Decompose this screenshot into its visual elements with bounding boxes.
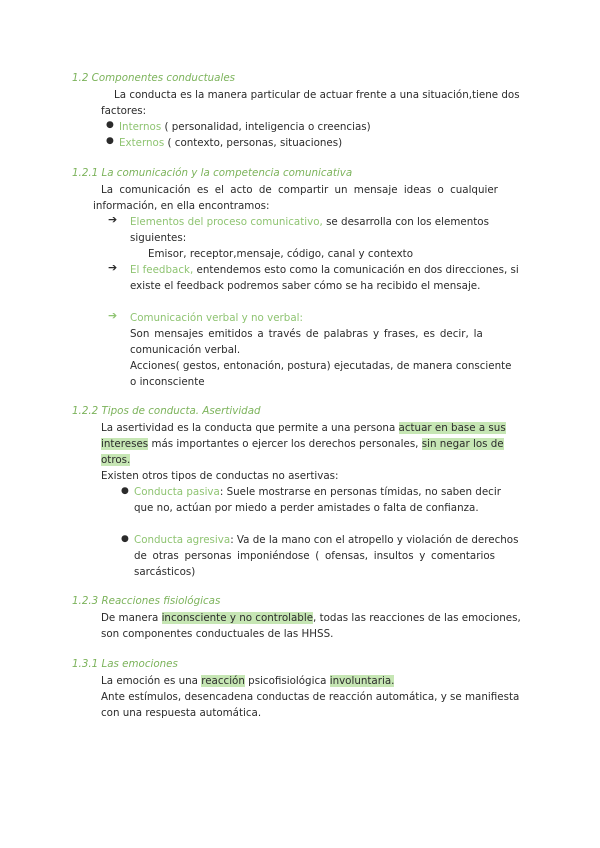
- list-item-text: se desarrolla con los elementos: [322, 216, 489, 228]
- section-heading-reacciones: 1.2.3 Reacciones fisiológicas: [72, 595, 221, 607]
- list-item-text: entendemos esto como la comunicación en dos direcciones, si: [193, 264, 519, 276]
- list-item-text: de otras personas imponiéndose ( ofensas, insultos y comentarios: [134, 550, 495, 562]
- arrow-right-icon: ➔: [108, 213, 118, 226]
- section-heading-componentes: 1.2 Componentes conductuales: [72, 72, 236, 84]
- paragraph-line: La conducta es la manera particular de actuar frente a una situación,tiene dos: [114, 89, 520, 101]
- section-heading-asertividad: 1.2.2 Tipos de conducta. Asertividad: [72, 405, 261, 417]
- list-item-line: que no, actúan por miedo a perder amistades o falta de confianza.: [134, 502, 479, 514]
- list-item-text: : Va de la mano con el atropello y violación de derechos: [230, 534, 519, 546]
- paragraph-line: son componentes conductuales de las HHSS.: [101, 628, 334, 640]
- list-item: [119, 120, 371, 136]
- bullet-icon: ●: [106, 120, 114, 130]
- highlighted-text: otros.: [101, 454, 131, 466]
- list-item: [130, 263, 519, 279]
- term-externos: Externos: [119, 137, 165, 149]
- list-item-text: ( personalidad, inteligencia o creencias): [161, 121, 371, 133]
- term-conducta-pasiva: Conducta pasiva: [134, 486, 220, 498]
- list-item-line: [130, 327, 483, 343]
- highlighted-text: inconsciente y no controlable: [161, 612, 314, 624]
- bullet-icon: ●: [121, 486, 129, 496]
- list-item: [130, 215, 489, 231]
- section-heading-comunicacion: 1.2.1 La comunicación y la competencia comunicativa: [72, 167, 353, 179]
- paragraph-line: [101, 421, 506, 437]
- bullet-icon: ●: [106, 136, 114, 146]
- list-item-line: siguientes:: [130, 232, 187, 244]
- highlighted-text: actuar en base a sus: [398, 422, 506, 434]
- list-item-text: ( contexto, personas, situaciones): [164, 137, 343, 149]
- paragraph-text: La emoción es una: [101, 675, 202, 687]
- paragraph-text: psicofisiológica: [244, 675, 330, 687]
- list-item-text: Son mensajes emitidos a través de palabras y frases, es decir, la: [130, 328, 483, 340]
- list-item-line: existe el feedback podremos saber cómo se ha recibido el mensaje.: [130, 280, 481, 292]
- term-conducta-agresiva: Conducta agresiva: [134, 534, 231, 546]
- paragraph-line: [101, 437, 504, 453]
- list-item: [134, 533, 518, 549]
- term-elementos: Elementos del proceso comunicativo,: [130, 216, 323, 228]
- highlighted-text: involuntaria.: [329, 675, 395, 687]
- list-item: [134, 485, 501, 501]
- list-item-line: Emisor, receptor,mensaje, código, canal y contexto: [148, 248, 414, 260]
- list-item-line: sarcásticos): [134, 566, 196, 578]
- highlighted-text: sin negar los de: [421, 438, 504, 450]
- list-item-line: Acciones( gestos, entonación, postura) ejecutadas, de manera consciente: [130, 360, 512, 372]
- arrow-right-icon: ➔: [108, 309, 118, 322]
- list-item-text: : Suele mostrarse en personas tímidas, no saben decir: [219, 486, 501, 498]
- list-item-line: o inconsciente: [130, 376, 205, 388]
- term-feedback: El feedback,: [130, 264, 194, 276]
- paragraph-line: Ante estímulos, desencadena conductas de reacción automática, y se manifiesta: [101, 691, 520, 703]
- arrow-right-icon: ➔: [108, 261, 118, 274]
- paragraph-line: información, en ella encontramos:: [93, 200, 270, 212]
- highlighted-text: intereses: [101, 438, 149, 450]
- section-heading-emociones: 1.3.1 Las emociones: [72, 658, 178, 670]
- list-item: [119, 136, 342, 152]
- paragraph-text: La asertividad es la conducta que permite a una persona: [101, 422, 399, 434]
- bullet-icon: ●: [121, 534, 129, 544]
- paragraph-text: , todas las reacciones de las emociones,: [313, 612, 521, 624]
- paragraph-text: La comunicación es el acto de compartir un mensaje ideas o cualquier: [101, 184, 498, 196]
- paragraph-text: más importantes o ejercer los derechos personales,: [148, 438, 422, 450]
- paragraph-line: Existen otros tipos de conductas no asertivas:: [101, 470, 339, 482]
- paragraph-line: con una respuesta automática.: [101, 707, 262, 719]
- paragraph-line: [101, 674, 394, 690]
- paragraph-text: De manera: [101, 612, 162, 624]
- list-item-line: [134, 549, 495, 565]
- term-internos: Internos: [119, 121, 162, 133]
- paragraph-line: [101, 611, 521, 627]
- list-item-line: comunicación verbal.: [130, 344, 241, 356]
- paragraph-line: [101, 183, 498, 199]
- highlighted-text: reacción: [201, 675, 245, 687]
- paragraph-line: factores:: [101, 105, 147, 117]
- paragraph-line: [101, 453, 130, 469]
- term-comunicacion-verbal: Comunicación verbal y no verbal:: [130, 312, 303, 324]
